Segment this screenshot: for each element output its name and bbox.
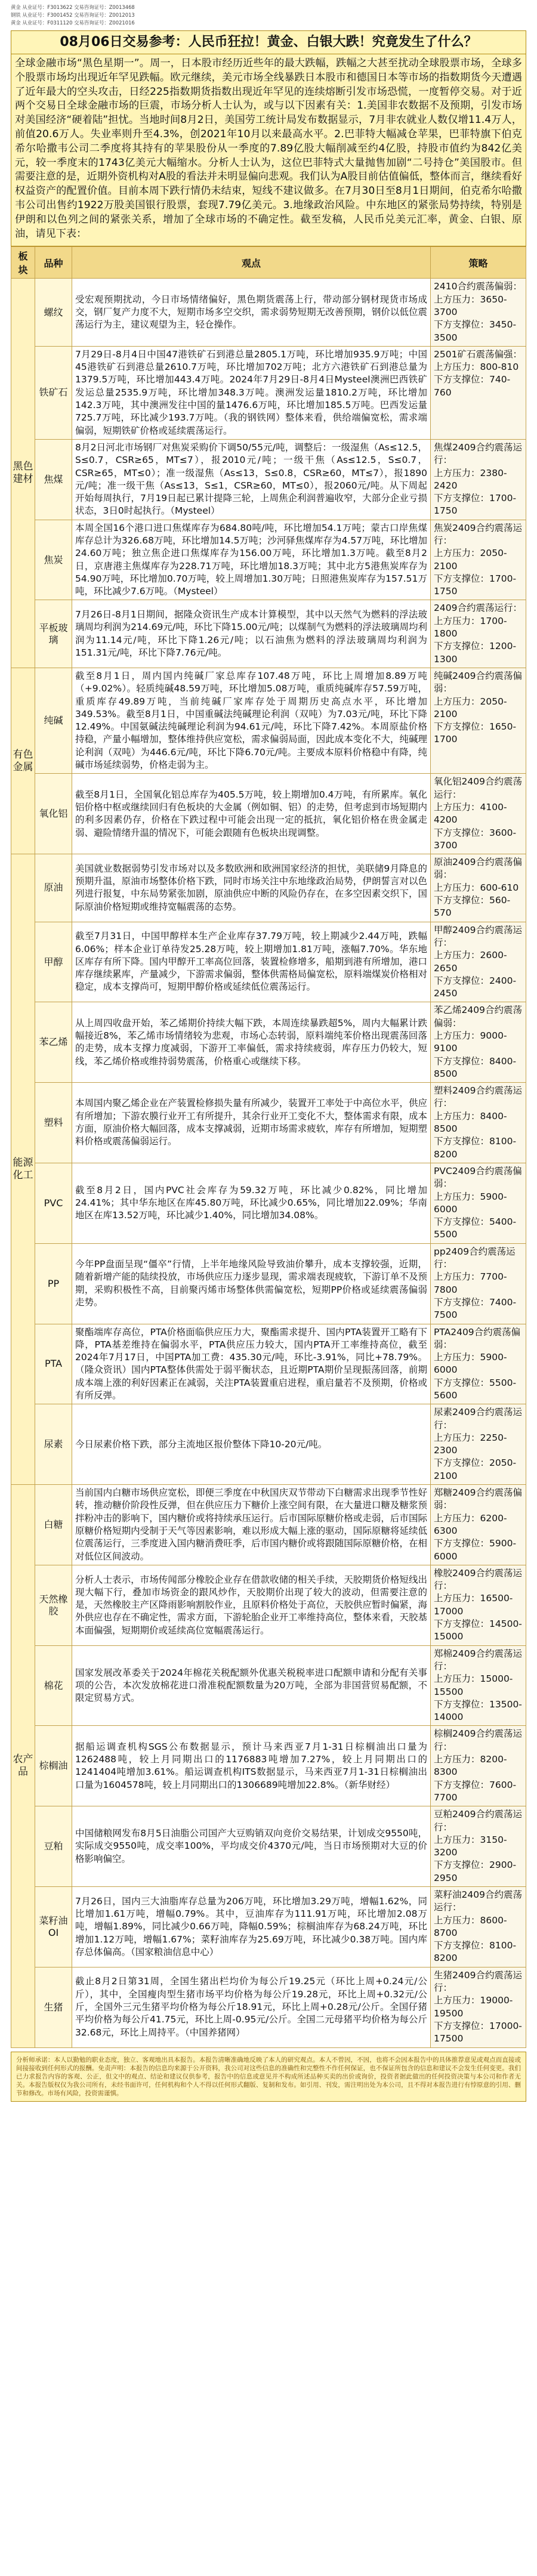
view-cell: 7月29日-8月4日中国47港铁矿石到港总量2805.1万吨，环比增加935.9万吨；中国45港铁矿石到港总量2610.7万吨，环比增加702万吨；北方六港铁矿石到港总量为1379.5万吨，环比增加443.4万吨。2024年7月29日-8月4日Mysteel澳洲巴西铁矿发运总量2535.9万吨，环比增加348.3万吨。澳洲发运量1810.2万吨，环比增加142.3万吨，其中澳洲发往中国的量1476.6万吨，环比增加185.5万吨。巴西发运量725.7万吨，环比减少193.7万吨。（我的钢铁网）整体来看，供给端偏宽松，需求端偏弱，短期铁矿价格或延续震荡运行。 bbox=[72, 346, 431, 439]
view-cell: 受宏观预期扰动，今日市场情绪偏好，黑色期货震荡上行，带动部分钢材现货市场成交，钢厂复产力度不大，短期市场多空交织，需求弱势短期无改善预期，钢价以低位震荡运行为主，建议观望为主，轻仓操作。 bbox=[72, 279, 431, 346]
view-cell: 8月2日河北市场钢厂对焦炭采购价下调50/55元/吨，调整后：一级湿焦（As≤12.5，S≤0.7，CSR≥65，MT≤7），报2010元/吨；一级干焦（As≤12.5，S≤0.7，CSR≥65，MT≤0）；准一级湿焦（As≤13，S≤0.8，CSR≥60，MT≤7），报1890元/吨；准一级干焦（As≤13，S≤1，CSR≥60，MT≤0），报2060元/吨。从下周起开始每周执行，7月19日起已累计提降三轮，上周焦企利润普遍收窄，大部分企业亏损状态，3日0时起执行。（Mysteel） bbox=[72, 439, 431, 520]
category-cell: 黑色建材 bbox=[11, 279, 35, 668]
strategy-cell: 焦煤2409合约震荡运行： 上方压力：2380-2420 下方支撑位：1700-1750 bbox=[431, 439, 526, 520]
view-cell: 美国就业数据弱势引发市场对以及多数欧洲和欧洲国家经济的担忧，美联储9月降息的预期升温，原油市场整体价格下跌，同时市场关注中东地缘政治局势，伊朗誓言对以色列进行报复，中东局势紧张加剧，原油供应中断的风险仍存在，在多空因素交织下，国际原油价格短期或维持宽幅震荡的态势。 bbox=[72, 854, 431, 922]
strategy-cell: 豆粕2409合约震荡运行： 上方压力：3150-3200 下方支撑位：2900-2950 bbox=[431, 1806, 526, 1887]
view-cell: 国家发展改革委关于2024年棉花关税配额外优惠关税税率进口配额申请和分配有关事项的公告，本次发放棉花进口滑准税配额数量为20万吨，全部为非国营贸易配额，不限定贸易方式。 bbox=[72, 1645, 431, 1726]
variety-cell: 尿素 bbox=[35, 1404, 72, 1485]
table-row bbox=[11, 1163, 526, 1243]
strategy-cell: 郑糖2409合约震荡偏弱： 上方压力：6200-6300 下方支撑位：5900-6000 bbox=[431, 1485, 526, 1565]
analyst-line: 黄金 从业证号：F0311120 交易咨询证号：Z0021016 bbox=[11, 20, 135, 26]
view-cell: 本周全国16个港口进口焦煤库存为684.80吨/吨，环比增加54.1万吨；蒙古口岸焦煤库存总计为326.68万吨，环比增加14.5万吨；沙河驿焦煤库存为4.57万吨，环比增加24.60万吨；独立焦企进口焦煤库存为156.00万吨，环比增加1.3万吨。截至8月2日，京唐港主焦煤库存为228.71万吨，环比增加18.3万吨；其中北方5港焦炭库存为54.90万吨，环比增加0.70万吨，较上周增加1.30万吨；日照港焦炭库存为157.51万吨，环比减少7.6万吨。（Mysteel） bbox=[72, 520, 431, 600]
variety-cell: PVC bbox=[35, 1163, 72, 1243]
table-row bbox=[11, 1565, 526, 1645]
variety-cell: 生猪 bbox=[35, 1967, 72, 2047]
view-cell: 分析人士表示，市场传闻部分橡胶企业存在借款收储的相关手续，天胶期货价格短线出现大幅下行，叠加市场资金的跟风炒作，天胶期价出现了较大的波动，但需要注意的是，天然橡胶主产区降雨影响割胶作业，且原料价格处于高位，天胶供应暂时偏紧，海外供应也存在不确定性，需求方面，下游轮胎企业开工率维持高位，整体来看，天胶基本面偏强，短期期价或延续高位宽幅震荡运行。 bbox=[72, 1565, 431, 1645]
table-header-row bbox=[11, 247, 526, 279]
table-row bbox=[11, 922, 526, 1002]
strategy-cell: PTA2409合约震荡偏弱： 上方压力：5900-6000 下方支撑位：5500-5600 bbox=[431, 1324, 526, 1404]
strategy-cell: PVC2409合约震荡偏弱： 上方压力：5900-6000 下方支撑位：5400-5500 bbox=[431, 1163, 526, 1243]
view-cell: 据船运调查机构SGS公布数据显示，预计马来西亚7月1-31日棕榈油出口量为1262488吨，较上月同期出口的1176883吨增加7.27%，较上月同期出口的1241404吨增加3.61%。船运调查机构ITS数据显示，马来西亚7月1-31日棕榈油出口量为1604578吨，较上月同期出口的1306689吨增加22.8%。（新华财经） bbox=[72, 1726, 431, 1806]
view-cell: 聚酯端库存高位，PTA价格面临供应压力大，聚酯需求提升、国内PTA装置开工略有下降，PTA基差维持在偏弱水平，PTA供应压力较大，国内PTA开工率维持高位，截至2024年7月17日，中国PTA加工费：435.30元/吨，环比-3.91%，同比+78.79%。（隆众资讯）国内PTA整体供需处于弱平衡状态，且近期PTA期价呈现振荡回落，前期成本端上涨的利好因素正在减弱，关注PTA装置重启进程，重启量若不及预期，价格或有所反弹。 bbox=[72, 1324, 431, 1404]
variety-cell: 苯乙烯 bbox=[35, 1002, 72, 1083]
strategy-cell: 原油2409合约震荡偏弱： 上方压力：600-610 下方支撑位：560-570 bbox=[431, 854, 526, 922]
header-category: 板块 bbox=[11, 247, 35, 279]
strategy-cell: 尿素2409合约震荡运行： 上方压力：2250-2300 下方支撑位：2050-2100 bbox=[431, 1404, 526, 1485]
table-row bbox=[11, 1645, 526, 1726]
view-cell: 截止8月2日第31周，全国生猪出栏均价为每公斤19.25元（环比上周+0.24元/公斤），其中，全国瘦肉型生猪市场平均价格为每公斤19.28元，环比上周+0.32元/公斤，全国外三元生猪平均价格为每公斤18.91元，环比上周+0.28元/公斤。全国仔猪平均价格为每公斤41.75元，环比上周-0.95元/公斤。全国二元母猪平均价格为每公斤32.68元，环比上周持平。（中国养猪网） bbox=[72, 1967, 431, 2047]
table-row bbox=[11, 1726, 526, 1806]
header-view: 观点 bbox=[72, 247, 431, 279]
table-row bbox=[11, 1002, 526, 1083]
header-strategy: 策略 bbox=[431, 247, 526, 279]
table-row bbox=[11, 774, 526, 854]
table-row bbox=[11, 1485, 526, 1565]
variety-cell: 棉花 bbox=[35, 1645, 72, 1726]
table-row bbox=[11, 1324, 526, 1404]
table-row bbox=[11, 668, 526, 773]
variety-cell: PP bbox=[35, 1243, 72, 1324]
variety-cell: 焦煤 bbox=[35, 439, 72, 520]
category-cell: 农产品 bbox=[11, 1485, 35, 2047]
view-cell: 7月26日-8月1日期间，据隆众资讯生产成本计算模型，其中以天然气为燃料的浮法玻璃周均利润为214.69元/吨，环比下降15.00元/吨；以煤制气为燃料的浮法玻璃周均利润为11.14元/吨，环比下降1.26元/吨；以石油焦为燃料的浮法玻璃周均利润为151.31元/吨，环比下降7.76元/吨。 bbox=[72, 600, 431, 668]
table-row bbox=[11, 1967, 526, 2047]
table-row bbox=[11, 346, 526, 439]
category-cell: 有色金属 bbox=[11, 668, 35, 854]
strategy-cell: 甲醇2409合约震荡运行： 上方压力：2600-2650 下方支撑位：2400-2450 bbox=[431, 922, 526, 1002]
header-variety: 品种 bbox=[35, 247, 72, 279]
table-row bbox=[11, 1886, 526, 1967]
strategy-cell: 橡胶2409合约震荡运行： 上方压力：16500-17000 下方支撑位：14500-15000 bbox=[431, 1565, 526, 1645]
analyst-line: 黄金 从业证号：F3013622 交易咨询证号：Z0013468 bbox=[11, 4, 135, 10]
strategy-cell: 焦炭2409合约震荡运行： 上方压力：2050-2100 下方支撑位：1700-1750 bbox=[431, 520, 526, 600]
strategy-cell: pp2409合约震荡运行： 上方压力：7700-7800 下方支撑位：7400-7500 bbox=[431, 1243, 526, 1324]
variety-cell: 纯碱 bbox=[35, 668, 72, 773]
variety-cell: 甲醇 bbox=[35, 922, 72, 1002]
variety-cell: 氧化铝 bbox=[35, 774, 72, 854]
page-title: 08月06日交易参考：人民币狂拉！黄金、白银大跌！究竟发生了什么？ bbox=[11, 30, 526, 54]
category-cell: 能源化工 bbox=[11, 854, 35, 1485]
view-cell: 7月26日，国内三大油脂库存总量为206万吨，环比增加3.29万吨，增幅1.62%，同比增加1.61万吨，增幅0.79%。其中，豆油库存为111.91万吨，环比增加2.08万吨，增幅1.89%，同比减少0.66万吨，降幅0.59%；棕榈油库存为68.24万吨，环比增加1.12万吨，增幅1.67%；菜籽油库存为25.69万吨，环比减少0.38万吨。国内库存总体偏高。（国家粮油信息中心） bbox=[72, 1886, 431, 1967]
table-row bbox=[11, 1806, 526, 1887]
strategy-cell: 棕榈2409合约震荡运行： 上方压力：8200-8300 下方支撑位：7600-7700 bbox=[431, 1726, 526, 1806]
analyst-info bbox=[11, 0, 526, 27]
variety-cell: 白糖 bbox=[35, 1485, 72, 1565]
strategy-cell: 2409合约震荡运行： 上方压力：1700-1800 下方支撑位：1200-1300 bbox=[431, 600, 526, 668]
strategy-cell: 菜籽油2409合约震荡运行： 上方压力：8600-8700 下方支撑位：8100-8200 bbox=[431, 1886, 526, 1967]
view-cell: 截至8月1日，周内国内纯碱厂家总库存107.48万吨，环比上周增加8.89万吨（+9.02%）。轻质纯碱48.59万吨，环比增加5.08万吨，重质纯碱库存57.59万吨，重质库存49.89万吨，当前纯碱厂家库存处于周期历史高点水平，环比增加349.53%。截至8月1日，中国重碱法纯碱理论利润（双吨）为7.03元/吨，环比下降12.49%。中国氨碱法纯碱理论利润为94.61元/吨，环比下降7.42%。本周原盐价格持稳，产量小幅增加，整体维持供应宽松，需求偏弱局面，因此成本变化不大，纯碱理论利润（双吨）为446.6元/吨，环比下降6.70元/吨。主要成本原料价格稳中有降，纯碱市场延续弱势，价格走弱为主。 bbox=[72, 668, 431, 773]
variety-cell: 焦炭 bbox=[35, 520, 72, 600]
view-cell: 截至8月2日，国内PVC社会库存为59.32万吨，环比减少0.82%，同比增加24.41%；其中华东地区在库45.80万吨，环比减少0.65%，同比增加22.09%；华南地区在库13.52万吨，环比减少1.40%，同比增加34.08%。 bbox=[72, 1163, 431, 1243]
variety-cell: 塑料 bbox=[35, 1083, 72, 1163]
strategy-cell: 郑棉2409合约震荡运行： 上方压力：15000-15500 下方支撑位：13500-14000 bbox=[431, 1645, 526, 1726]
strategy-cell: 塑料2409合约震荡运行： 上方压力：8400-8500 下方支撑位：8100-8200 bbox=[431, 1083, 526, 1163]
variety-cell: 棕榈油 bbox=[35, 1726, 72, 1806]
variety-cell: PTA bbox=[35, 1324, 72, 1404]
variety-cell: 菜籽油OI bbox=[35, 1886, 72, 1967]
table-row bbox=[11, 439, 526, 520]
table-row bbox=[11, 520, 526, 600]
strategy-cell: 2501矿石震荡偏强： 上方压力：800-810 下方支撑位：740-760 bbox=[431, 346, 526, 439]
market-summary: 全球金融市场“黑色星期一”。周一，日本股市经历近些年的最大跌幅，跌幅之大甚至扰动全球股票市场，全球多个股票市场均出现近年罕见跌幅。欧元继续，美元市场全线暴跌日本股市和德国日本等市场的指数期货今天遭遇了近年最大的空头攻击，日经225指数期货指数出现近年罕见的连续熔断引发市场恐慌，一度暂停交易。对于近两个交易日全球金融市场的巨震，市场分析人士认为，或与以下因素有关：1.美国非农数据不及预期，引发市场对美国经济“硬着陆”担忧。当地时间8月2日，美国劳工统计局发布数据显示，7月非农就业人数仅增11.4万人，前值20.6万人。失业率则升至4.3%，创2021年10月以来最高水平。2.巴菲特大幅减仓苹果，巴菲特旗下伯克希尔哈撒韦公司二季度将其持有的苹果股份从一季度的7.89亿股大幅削减至约4亿股，持股市值约为842亿美元，较一季度末的1743亿美元大幅缩水。分析人士认为，这位巴菲特式大量抛售加剧“二号持仓”美国股市。但需要注意的是，近期外资机构对A股的看法并未明显偏向悲观。我们认为A股目前估值偏低，整体而言，继续看好权益资产的配置价值。目前本周下跌行情仍未结束，短线不建议做多。在7月30日至8月1日期间，伯克希尔哈撒韦公司出售约1922万股美国银行股票，套现7.79亿美元。3.地缘政治风险。中东地区的紧张局势持续，特别是伊朗和以色列之间的紧张关系，增加了全球市场的不确定性。截至发稿，人民币兑美元汇率，黄金、白银、原油，请见下表： bbox=[11, 54, 526, 246]
strategy-cell: 纯碱2409合约震荡偏弱： 上方压力：2050-2100 下方支撑位：1650-1700 bbox=[431, 668, 526, 773]
view-cell: 截至7月31日，中国甲醇样本生产企业库存37.79万吨，较上期减少2.44万吨，跌幅6.06%；样本企业订单待发25.28万吨，较上期增加1.81万吨，涨幅7.70%。华东地区库存有所下降。国内甲醇开工率高位回落，装置检修增多，船期到港有所增加，港口库存继续累库，产量减少，下游需求偏弱，整体供需格局偏宽松，原料端煤炭价格相对稳定，成本支撑尚可，短期甲醇价格或延续低位震荡运行。 bbox=[72, 922, 431, 1002]
analyst-line: 钢铁 从业证号：F3001452 交易咨询证号：Z0012013 bbox=[11, 12, 135, 18]
view-cell: 本周国内聚乙烯企业在产装置检修损失量有所减少，装置开工率处于中高位水平，供应有所增加；下游农膜行业开工有所提升，其余行业开工变化不大，整体需求有限，成本方面，原油价格大幅回落，成本支撑减弱，近期市场需求疲软，库存有所增加，短期塑料价格或震荡偏弱运行。 bbox=[72, 1083, 431, 1163]
variety-cell: 豆粕 bbox=[35, 1806, 72, 1887]
view-cell: 中国储粮网发布8月5日油脂公司国产大豆购销双向竞价交易结果，计划成交9550吨，实际成交9550吨，成交率100%，平均成交价4370元/吨，当日市场预期对大豆的价格影响偏空。 bbox=[72, 1806, 431, 1887]
table-row bbox=[11, 279, 526, 346]
strategy-table bbox=[11, 246, 526, 2047]
view-cell: 从上周四收盘开始，苯乙烯期价持续大幅下跌，本周连续暴跌超5%，周内大幅累计跌幅接近8%，苯乙烯市场情绪较为悲观，市场心态转弱，原料端纯苯价格出现震荡回落的走势，成本支撑力度减弱，下游开工率偏低，需求持续疲弱，库存压力仍较大，短线，苯乙烯价格或维持弱势震荡，价格重心或继续下移。 bbox=[72, 1002, 431, 1083]
table-row bbox=[11, 1404, 526, 1485]
disclaimer: 分析师承诺：本人以勤勉的职业态度，独立、客观地出具本报告。本报告清晰准确地反映了本人的研究观点。本人不曾因，不因，也将不会因本报告中的具体推荐意见或观点而直接或间接接收到任何形式的报酬。免责声明：本报告的信息均来源于公开资料，我公司对这些信息的准确性和完整性不作任何保证，也不保证所包含的信息和建议不会发生任何变更。我们已力求报告内容的客观、公正，但文中的观点、结论和建议仅供参考，报告中的信息或意见并不构成所述品种买卖的出价或询价，投资者据此做出的任何投资决策与本公司和作者无关。本报告版权仅为我公司所有，未经书面许可，任何机构和个人不得以任何形式翻版、复制和发布。如引用、刊发，需注明出处为本公司，且不得对本报告进行有悖原意的引用、删节和修改。市场有风险，投资需谨慎。 bbox=[11, 2052, 526, 2102]
table-row bbox=[11, 1243, 526, 1324]
table-row bbox=[11, 1083, 526, 1163]
strategy-cell: 氧化铝2409合约震荡运行： 上方压力：4100-4200 下方支撑位：3600-3700 bbox=[431, 774, 526, 854]
variety-cell: 原油 bbox=[35, 854, 72, 922]
view-cell: 截至8月1日，全国氧化铝总库存为405.5万吨，较上期增加0.4万吨，有所累库。氧化铝价格中枢或继续回归有色板块的大金属（例如铜、铝）的走势，但考虑到市场短期内的利多因素仍存，价格在下跌过程中可能会出现一定的抵抗，氧化铝价格在贵金属走弱、避险情绪升温的情况下，可能会跟随有色板块出现调整。 bbox=[72, 774, 431, 854]
strategy-cell: 苯乙烯2409合约震荡偏弱： 上方压力：9000-9100 下方支撑位：8400-8500 bbox=[431, 1002, 526, 1083]
view-cell: 当前国内白糖市场供应宽松，即便三季度在中秋国庆双节带动下白糖需求出现季节性好转，推动糖价阶段性反弹，但在供应压力下糖价上涨空间有限，在大量进口糖及糖浆预拌粉冲击的影响下，国内糖价或将持续承压运行。后市国际原糖价格或走弱，后市国际原糖价格短期内受制于天气等因素影响，难以形成大幅上涨的驱动，国际原糖将延续低位震荡运行，三季度进入国内糖消费旺季，后市国内糖价或将跟随国际原糖价格，在相对低位区间波动。 bbox=[72, 1485, 431, 1565]
view-cell: 今年PP盘面呈现“僵卒”行情，上半年地缘风险导致油价攀升，成本支撑较强，近期，随着新增产能的陆续投放，市场供应压力逐步显现，需求端表现疲软，下游订单不及预期，采购积极性不高，目前聚丙烯市场整体供需偏宽松，短期PP价格或延续震荡偏弱走势。 bbox=[72, 1243, 431, 1324]
variety-cell: 铁矿石 bbox=[35, 346, 72, 439]
variety-cell: 天然橡胶 bbox=[35, 1565, 72, 1645]
table-row bbox=[11, 600, 526, 668]
variety-cell: 螺纹 bbox=[35, 279, 72, 346]
strategy-cell: 生猪2409合约震荡运行： 上方压力：19000-19500 下方支撑位：17000-17500 bbox=[431, 1967, 526, 2047]
strategy-cell: 2410合约震荡偏弱： 上方压力：3650-3700 下方支撑位：3450-3500 bbox=[431, 279, 526, 346]
table-row bbox=[11, 854, 526, 922]
view-cell: 今日尿素价格下跌，部分主流地区报价整体下降10-20元/吨。 bbox=[72, 1404, 431, 1485]
table-body bbox=[11, 279, 526, 2047]
variety-cell: 平板玻璃 bbox=[35, 600, 72, 668]
